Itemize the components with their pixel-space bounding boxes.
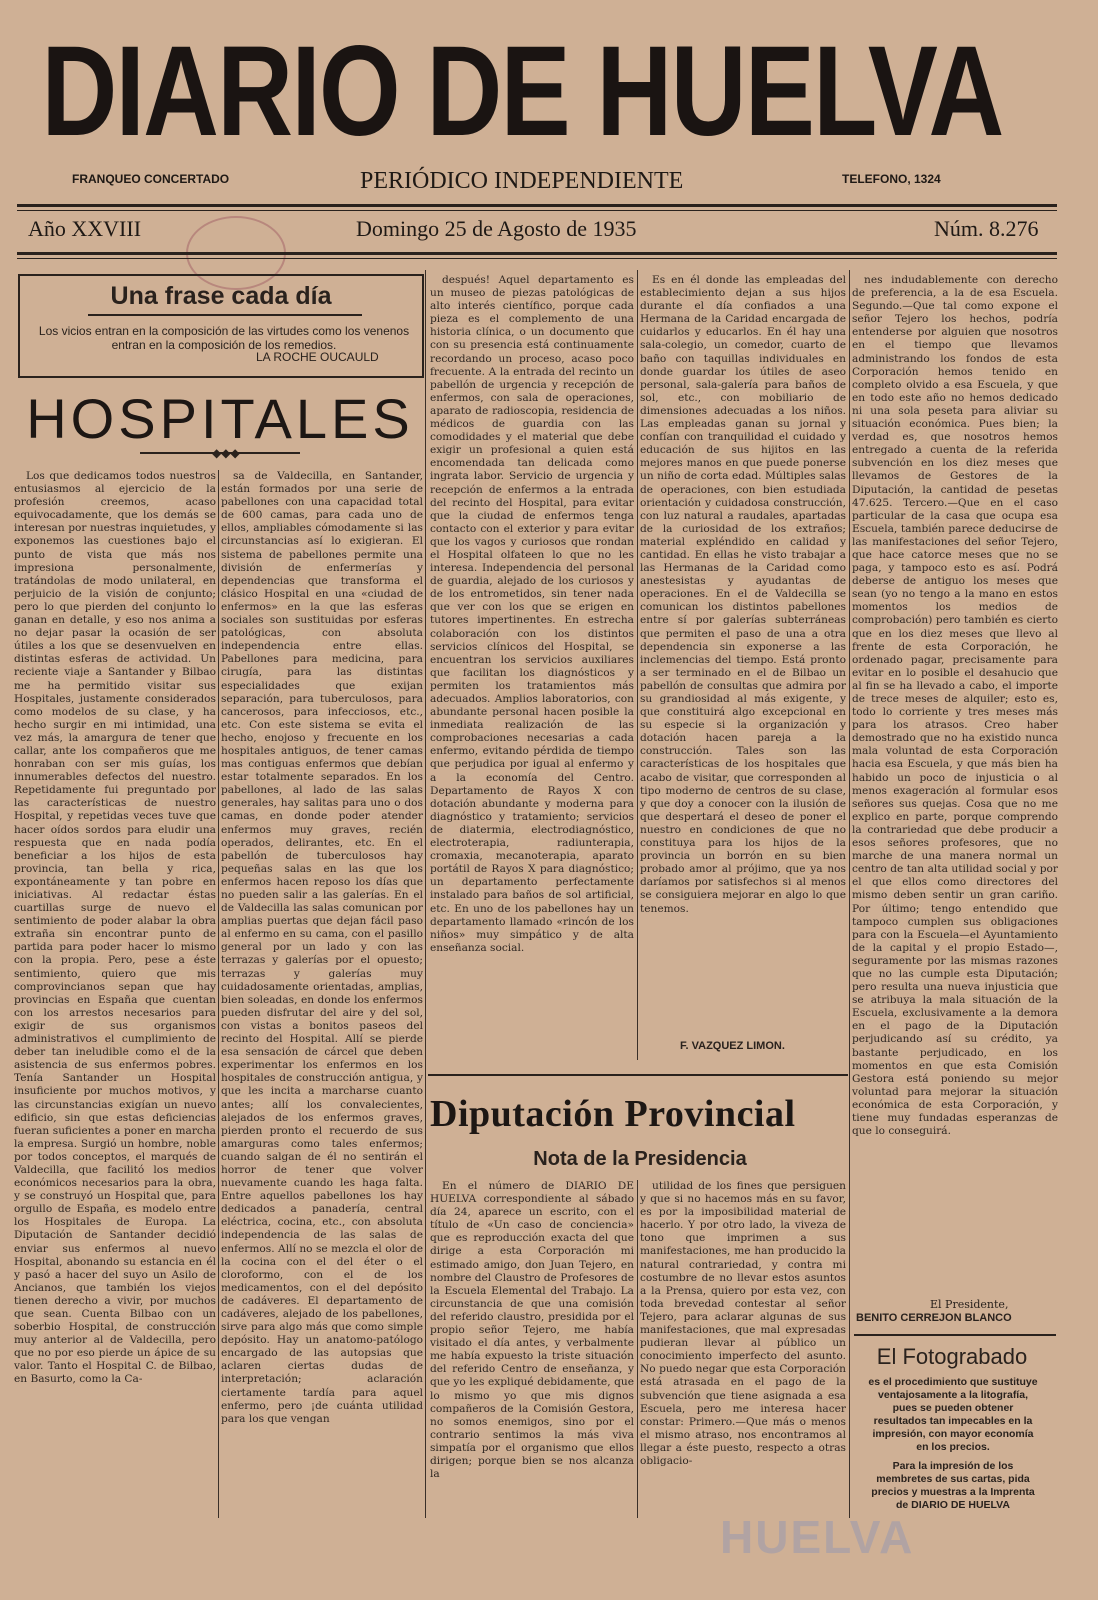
dateline-rule-thin [17, 258, 1057, 259]
diputacion-signature: BENITO CERREJON BLANCO [856, 1312, 1012, 1324]
diputacion-column-2 [640, 1180, 846, 1518]
article-text: En el número de DIARIO DE HUELVA correspondiente al sábado día 24, aparece un escrito, con el título de «Un caso de conciencia» que es reproducción exacta del que dirige a esta Corporación mi estimado amigo, don Juan Tejero, en nombre del Claustro de Profesores de la Escuela Elemental del Trabajo. La circunstancia de que una comisión del referido claustro, presidida por el propio señor Tejero, me había visitado el día antes, y verbalmente me había expuesto la triste situación del referido Centro de enseñanza, y que yo les expliqué debidamente, que lo mismo yo que mis dignos compañeros de la Comisión Gestora, no somos enemigos, sino por el contrario sentimos la más viva simpatía por el organismo que ellos dirigen; porque bien se nos alcanza la [430, 1180, 634, 1481]
date-label: Domingo 25 de Agosto de 1935 [356, 216, 637, 241]
diputacion-column-3 [852, 274, 1058, 1296]
quote-heading-underline [88, 314, 362, 316]
fotograbado-heading: El Fotograbado [876, 1344, 1028, 1369]
tagline: PERIÓDICO INDEPENDIENTE [360, 168, 684, 194]
closing-line: El Presidente, [930, 1298, 1009, 1311]
dateline-rule [17, 252, 1057, 255]
column-divider [218, 470, 219, 1518]
watermark: HUELVA [720, 1511, 915, 1563]
column-divider [849, 270, 850, 1518]
top-rule [17, 204, 1057, 207]
ad-text: Para la impresión de los membretes de sus cartas, pida precios y muestras a la Imprenta de DIARIO DE HUELVA [871, 1460, 1035, 1511]
article-text: Es en él donde las empleadas del establecimiento dejan a sus hijos durante el día confiados a una Hermana de la Caridad encargada de cuidarlos y educarlos. En él hay una sala-colegio, un comedor, cuarto de baño con taquillas individuales en donde guardar los útiles de aseo personal, sala-galería para baños de sol, etc., con mobiliario de dimensiones adecuadas a los niños. Las empleadas ganan su jornal y confían con tranquilidad el cuidado y educación de sus hijitos en las mejores manos en que puede ponerse un niño de corta edad. Múltiples salas de operaciones, con bien estudiada orientación y cuidadosa construcción, con luz natural a raudales, apartadas de la curiosidad de los extraños; material expléndido en calidad y cantidad. En ellas he visto trabajar a las Hermanas de la Caridad como anestesistas y ayudantas de operaciones. En el de Valdecilla se comunican los distintos pabellones entre sí por galerías subterráneas que permiten el paso de una a otra dependencia sin exponerse a las inclemencias del tiempo. Está pronto a ser terminado en el de Bilbao un pabellón de consultas que admira por su grandiosidad al más exigente, y que constituirá algo excepcional en su especie si la organización y dotación hacen pareja a la construcción. Tales son las características de los hospitales que acabo de visitar, que corresponden al tipo moderno de centros de su clase, y que doy a conocer con la ilusión de que despertará el deseo de poner el nuestro en condiciones de que no constituya para los hijos de la provincia un borrón en su bien probado amor al prójimo, que ya nos daríamos por satisfechos si al menos se consiguiera mejorar en algo lo que tenemos. [640, 274, 846, 915]
hospitales-headline: HOSPITALES [26, 387, 414, 450]
hospitales-column-1 [14, 470, 216, 1518]
hospitales-column-4 [640, 274, 846, 1036]
article-text: Los que dedicamos todos nuestros entusiasmos al ejercicio de la profesión creemos, acaso equivocadamente, que los demás se interesan por nuestras inquietudes, y exponemos las cuestiones bajo el punto de vista que más nos impresiona personalmente, tratándolas de modo unilateral, en perjuicio de la visión de conjunto; pero lo que pierden del conjunto lo ganan en detalle, y eso nos anima a no dejar pasar la ocasión de ser útiles a los que se desenvuelven en distintas esferas de actividad. Un reciente viaje a Santander y Bilbao me ha permitido visitar sus Hospitales, justamente considerados como modelos de su clase, y ha hecho surgir en mi intimidad, una vez más, la amargura de tener que callar, ante los compañeros que me honraban con ser mis guías, los innumerables defectos del nuestro. Repetidamente fui preguntado por las características de nuestro Hospital, y repetidas veces tuve que hacer oídos sordos para eludir una respuesta que en nada podía beneficiar a los hijos de esta provincia, tan bella y rica, expontáneamente y tan pobre en iniciativas. Al redactar éstas cuartillas surge de nuevo el sentimiento de poder alabar la obra extraña sin encontrar punto de partida para poder hacer lo mismo con la propia. Pero, pese a éste sentimiento, quiero que mis comprovincianos sepan que hay provincias en España que cuentan con los arrestos necesarios para exigir de sus organismos administrativos el cumplimiento de deber tan ineludible como el de la asistencia de sus enfermos pobres. Tenía Santander un Hospital insuficiente por muchos motivos, y las circunstancias exigían un nuevo edificio, sin que estas deficiencias fueran suficientes a poner en marcha la empresa. Surgió un hombre, noble por todos conceptos, el marqués de Valdecilla, que facilitó los medios económicos necesarios para la obra, y se construyó un Hospital que, para orgullo de España, es modelo entre los Hospitales de Europa. La Diputación de Santander decidió enviar sus enfermos al nuevo Hospital, abonando su estancia en él y pasó a hacer del suyo un Asilo de Ancianos, que también los viejos tienen derecho a vivir, por muchos que sean. Cuenta Bilbao con un soberbio Hospital, de construcción muy anterior al de Valdecilla, pero que no por eso pierde un ápice de su valor. Tanto el Hospital C. de Bilbao, en Basurto, como la Ca- [14, 470, 216, 1386]
diputacion-column-1 [430, 1180, 634, 1518]
top-rule-thin [17, 210, 1057, 211]
headline-ornament: ◆◆◆ [212, 446, 240, 460]
section-rule [428, 1074, 848, 1076]
article-text: utilidad de los fines que persiguen y que si no hacemos más en su favor, es por la imposibilidad material de hacerlo. Y por otro lado, la viveza de tono que imprimen a sus manifestaciones, me han producido la natural contrariedad, y contra mi costumbre de no llevar estos asuntos a la Prensa, quiero por esta vez, con toda brevedad contestar al señor Tejero, para aclarar algunas de sus manifestaciones, que mal expresadas pudieran llevar al público un conocimiento imperfecto del asunto. No puedo negar que esta Corporación está atrasada en el pago de la subvención que tiene asignada a esa Escuela, pero me interesa hacer constar: Primero.—Que más o menos el mismo atraso, nos encontramos al llegar a éste puesto, respecto a otras obligacio- [640, 1180, 846, 1467]
quote-box [18, 274, 424, 378]
diputacion-headline: Diputación Provincial [430, 1093, 796, 1135]
article-text: nes indudablemente con derecho de preferencia, a la de esa Escuela. Segundo.—Que tal como expone el señor Tejero los hechos, podría entenderse por alguien que nosotros en el tiempo que llevamos administrando los fondos de esta Corporación hemos tenido en completo olvido a esa Escuela, y que en todo este año no hemos dedicado ni una sola peseta para aliviar su situación económica. Pues bien; la verdad es, que nosotros hemos entregado a cuenta de la referida subvención en los diez meses que llevamos de Gestores de la Diputación, la cantidad de pesetas 47.625. Tercero.—Que en el caso particular de la casa que ocupa esa Escuela, también parece deducirse de las manifestaciones del señor Tejero, que hace catorce meses que no se paga, y tampoco esto es así. Podrá deberse de antiguo los meses que sean (yo no tengo a la mano en estos momentos los medios de comprobación) pero también es cierto que en los diez meses que llevo al frente de esta Corporación, he ordenado pagar, precisamente para evitar en lo posible el desahucio que al fin se ha llevado a cabo, el importe de trece meses de alquiler; esto es, todo lo corriente y tres meses más para los atrasos. Creo haber demostrado que no ha existido nunca mala voluntad de esta Corporación hacia esa Escuela, y que más bien ha habido un poco de injusticia o al menos exageración al formular esos señores sus quejas. Cosa que no me explico en parte, porque comprendo la contrariedad que debe producir a esos señores profesores, que no marche de una manera normal un centro de tan alta utilidad social y por el que ellos como directores del mismo deben sentir un gran cariño. Por último; tengo entendido que tampoco cumplen sus obligaciones para con la Escuela—el Ayuntamiento de la capital y el propio Estado—, seguramente por las mismas razones que no las cumple esta Diputación; pero resulta una nueva injusticia que se atribuya la mala situación de la Escuela, exclusivamente a la demora en el pago de la Diputación perjudicando así su crédito, ya bastante perjudicado, en los momentos en que esta Comisión Gestora está poniendo su mejor voluntad para mejorar la situación económica de esta Corporación, y tiene muy fundadas esperanzas de que lo conseguirá. [852, 274, 1058, 1138]
column-divider [637, 1180, 638, 1518]
telephone-note: TELEFONO, 1324 [842, 172, 941, 186]
quote-heading: Una frase cada día [110, 282, 332, 310]
hospitales-column-2 [221, 470, 423, 1518]
franqueo-note: FRANQUEO CONCERTADO [72, 172, 230, 186]
issue-number: Núm. 8.276 [934, 216, 1039, 241]
diputacion-subheadline: Nota de la Presidencia [533, 1148, 747, 1170]
masthead-title: DIARIO DE HUELVA [41, 20, 1003, 163]
article-text: después! Aquel departamento es un museo de piezas patológicas de alto interés científico, porque cada pieza es el complemento de una historia clínica, o un documento que con su presencia está continuamente recordando un proceso, acaso poco frecuente. A la entrada del recinto un pabellón de urgencia y recepción de enfermos, con sala de operaciones, aparato de radioscopia, residencia de médicos de guardia con las comodidades y el material que debe exigir un profesional a quien está encomendada tan delicada como ingrata labor. Servicio de urgencia y recepción de enfermos a la entrada del recinto del Hospital, para evitar que la ciudad de enfermos tenga contacto con el exterior y para evitar que los vagos y curiosos que rondan el Hospital olfateen lo que no les interesa. Independencia del personal de guardia, alejado de los curiosos y de los entrometidos, sin tener nada que ver con los que se erigen en tutores impertinentes. En estrecha colaboración con los distintos servicios clínicos del Hospital, se encuentran los servicios auxiliares que facilitan los diagnósticos y permiten los tratamientos más adecuados. Amplios laboratorios, con abundante personal hacen posible la inmediata realización de las comprobaciones necesarias a cada enfermo, evitando pérdida de tiempo que perjudica por igual al enfermo y a la economía del Centro. Departamento de Rayos X con dotación abundante y moderna para diagnóstico y tratamiento; servicios de diatermia, electrodiagnóstico, electroterapia, radiunterapia, cromaxia, mecanoterapia, aparato portátil de Rayos X para diagnóstico; un departamento perfectamente instalado para baños de sol artificial, etc. En uno de los pabellones hay un departamento llamado «rincón de los niños» muy simpático y de alta enseñanza social. [430, 274, 634, 954]
quote-text: Los vicios entran en la composición de las virtudes como los venenos entran en la composición de los remedios. [38, 324, 410, 352]
hospitales-column-3 [430, 274, 634, 1052]
quote-author: LA ROCHE OUCAULD [256, 350, 379, 364]
column-divider [425, 270, 426, 1518]
hospitales-signature: F. VAZQUEZ LIMON. [680, 1040, 785, 1052]
fotograbado-ad [866, 1376, 1040, 1518]
column-divider [637, 270, 638, 1060]
ad-text: es el procedimiento que sustituye ventajosamente a la litografía, pues se pueden obtener resultados tan impecables en la impresión, con mayor economía en los precios. [868, 1376, 1038, 1453]
year-label: Año XXVIII [28, 216, 142, 241]
ad-rule [854, 1334, 1056, 1336]
article-text: sa de Valdecilla, en Santander, están formados por una serie de pabellones con una capacidad total de 600 camas, para cada uno de ellos, ampliables cómodamente si las circunstancias así lo exigieran. El sistema de pabellones permite una división de enfermerías y dependencias que transforma el clásico Hospital en una «ciudad de enfermos» en la que las esferas sociales son sustituidas por esferas patológicas, con absoluta independencia entre ellas. Pabellones para medicina, para cirugía, para las distintas especialidades que exijan separación, para tuberculosos, para cancerosos, para infecciosos, etc., etc. Con este sistema se evita el hecho, enojoso y frecuente en los hospitales antiguos, de tener camas mas contiguas enfermos que debían estar totalmente separados. En los pabellones, al lado de las salas generales, hay salitas para uno o dos camas, en donde poder atender enfermos muy graves, recién operados, delirantes, etc. En el pabellón de tuberculosos hay pequeñas salas en las que los enfermos hacen reposo los días que no pueden salir a las galerías. En el de Valdecilla las salas comunican por amplias puertas que dejan fácil paso al enfermo en su cama, con el pasillo general por un lado y con las terrazas y galerías por el opuesto; terrazas y galerías muy cuidadosamente orientadas, amplias, bien soleadas, en donde los enfermos pueden disfrutar del aire y del sol, con vistas a bonitos paseos del recinto del Hospital. Allí se pierde esa sensación de cárcel que deben experimentar los enfermos en los hospitales de construcción antigua, y que les incita a marcharse cuanto antes; allí los convalecientes, alejados de los enfermos graves, pierden pronto el recuerdo de sus amarguras como tales enfermos; cuando salgan de él no sentirán el horror de tener que volver nuevamente cuando les haga falta. Entre aquellos pabellones los hay dedicados a panadería, central eléctrica, cocina, etc., con absoluta independencia de las salas de enfermos. Allí no se mezcla el olor de la cocina con el del éter o el cloroformo, con el de los medicamentos, con el del depósito de cadáveres. El departamento de cadáveres, alejado de los pabellones, sirve para algo más que como simple depósito. Hay un anatomo-patólogo encargado de las autopsias que aclaren ciertas dudas de interpretación; aclaración ciertamente tardía para aquel enfermo, pero ¡de cuánta utilidad para los que vengan [221, 470, 423, 1425]
